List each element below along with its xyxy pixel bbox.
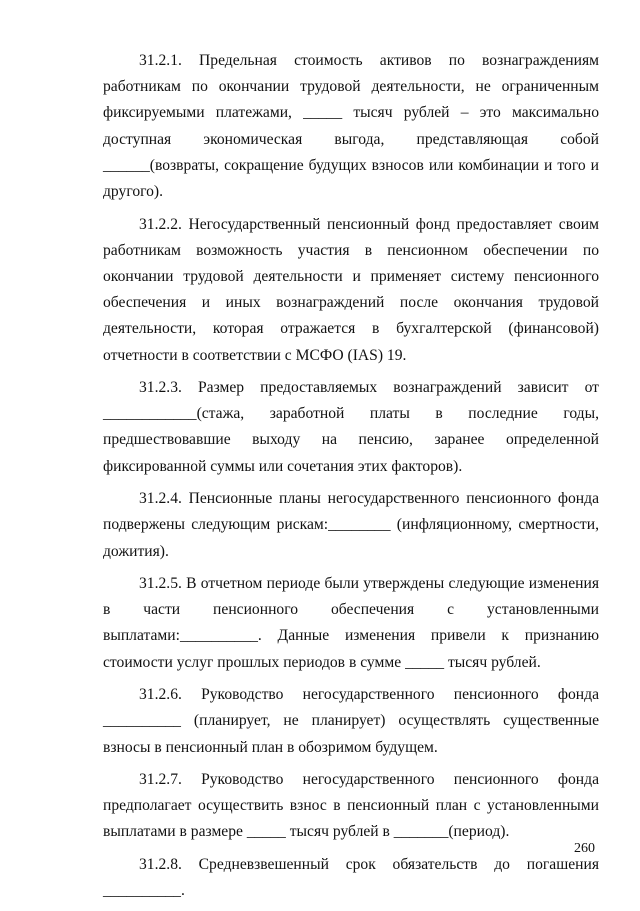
paragraph-31-2-5: 31.2.5. В отчетном периоде были утверждены следующие изменения в части пенсионного обеспечения с установленными выплатами:__________. Данные изменения привели к признанию стоимости услуг прошлых периодов в сумме _____ тысяч рублей. <box>103 575 599 671</box>
page-number: 260 <box>574 841 595 856</box>
paragraph-31-2-6: 31.2.6. Руководство негосударственного пенсионного фонда __________ (планирует, не планирует) осуществлять существенные взносы в пенсионный план в обозримом будущем. <box>103 686 599 756</box>
paragraph-31-2-8: 31.2.8. Средневзвешенный срок обязательств до погашения __________. <box>103 855 599 900</box>
paragraph-31-2-7: 31.2.7. Руководство негосударственного пенсионного фонда предполагает осуществить взнос в пенсионный план с установленными выплатами в размере _____ тысяч рублей в _______(период). <box>103 771 599 841</box>
paragraph-31-2-2: 31.2.2. Негосударственный пенсионный фонд предоставляет своим работникам возможность участия в пенсионном обеспечении по окончании трудовой деятельности и применяет систему пенсионного обеспечения и иных вознаграждений после окончания трудовой деятельности, которая отражается в бухгалтерской (финансовой) отчетности в соответствии с МСФО (IAS) 19. <box>103 215 599 364</box>
paragraph-31-2-3: 31.2.3. Размер предоставляемых вознаграждений зависит от ____________(стажа, заработной платы в последние годы, предшествовавшие выходу на пенсию, заранее определенной фиксированной суммы или сочетания этих факторов). <box>103 379 599 475</box>
paragraph-31-2-4: 31.2.4. Пенсионные планы негосударственного пенсионного фонда подвержены следующим рискам:________ (инфляционному, смертности, дожития). <box>103 490 599 560</box>
paragraph-31-2-1: 31.2.1. Предельная стоимость активов по вознаграждениям работникам по окончании трудовой деятельности, не ограниченным фиксируемыми платежами, _____ тысяч рублей – это максимально доступная экономическая выгода, представляющая собой ______(возвраты, сокращение будущих взносов или комбинации и того и другого). <box>103 52 599 201</box>
document-body <box>103 48 599 911</box>
